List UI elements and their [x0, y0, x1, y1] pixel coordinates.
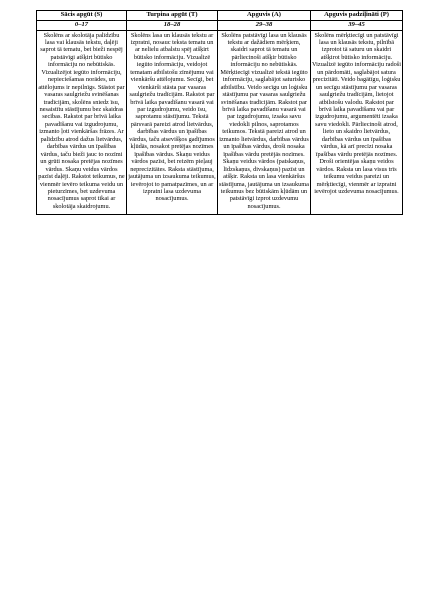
level-description: Skolēns lasa un klausās tekstu ar izpratni, nosauc teksta tematu un ar nelielu atbalstu spēj atšķirt būtisko informāciju. Vizualizē iegūto informāciju, veidojot tematam atbilstošu zīmējumu vai vienkāršu attēlojumu. Secīgi, bet vienkārši stāsta par vasaras saulgriežu tradīcijām. Rakstot par brīvā laika pavadīšanu vasarā vai par izgudrojumu, veido īsu, saprotamu stāstījumu. Tekstā pārsvarā pareizi atrod lietvārdus, darbības vārdus un īpašības vārdus, taču atsevišķos gadījumos kļūdās, nosakot pretējas nozīmes īpašības vārdus. Skaņu veidus vārdos pazīst, bet reizēm pieļauj neprecizitātes. Raksta stāstījuma, jautājuma un izsaukuma teikumus, ievērojot to pamatpazīmes, un ar izpratni lasa uzdevuma nosacījumus. [127, 31, 218, 215]
column-header: Sācis apgūt (S) [37, 11, 127, 21]
column-header: Apguvis padziļināti (P) [311, 11, 403, 21]
score-range: 29–38 [218, 21, 311, 31]
header-row [37, 11, 403, 21]
score-range-row [37, 21, 403, 31]
level-description: Skolēns ar skolotāja palīdzību lasa vai klausās tekstu, daļēji saprot tā tematu, bet bieži nespēj patstāvīgi atšķirt būtisko informāciju no nebūtiskās. Vizualizējot iegūto informāciju, nepieciešamas norādes, un attēlojums ir nepilnīgs. Stāstot par vasaras saulgriežu svinēšanas tradīcijām, skolēns sniedz īsu, nesaistītu stāstījumu bez skaidras secības. Rakstot par brīvā laika pavadīšanu vai izgudrojumu, izmanto ļoti vienkāršas frāzes. Ar palīdzību atrod dažus lietvārdus, darbības vārdus un īpašības vārdus, taču bieži jauc to nozīmi un grūti nosaka pretējas nozīmes vārdus. Skaņu veidus vārdos pazīst daļēji. Rakstot teikumus, ne vienmēr ievēro teikuma veidu un pieturzīmes, bet uzdevuma nosacījumus saprot tikai ar skolotāja skaidrojumu. [37, 31, 127, 215]
column-header: Turpina apgūt (T) [127, 11, 218, 21]
column-header: Apguvis (A) [218, 11, 311, 21]
level-description: Skolēns patstāvīgi lasa un klausās tekstu ar dažādiem mērķiem, skaidri saprot tā tematu un pārliecinoši atšķir būtisko informāciju no nebūtiskās. Mērķtiecīgi vizualizē tekstā iegūto informāciju, saglabājot saturisko atbilstību. Veido secīgu un loģisku stāstījumu par vasaras saulgriežu svinēšanas tradīcijām. Rakstot par brīvā laika pavadīšanu vasarā vai par izgudrojumu, izsaka savu viedokli pilnos, saprotamos teikumos. Tekstā pareizi atrod un izmanto lietvārdus, darbības vārdus un īpašības vārdus, droši nosaka īpašības vārdu pretējās nozīmes. Skaņu veidus vārdos (patskaņus, līdzskaņus, divskaņus) pazīst un atšķir. Raksta un lasa vienkāršus stāstījuma, jautājuma un izsaukuma teikumus bez būtiskām kļūdām un patstāvīgi izprot uzdevumu nosacījumus. [218, 31, 311, 215]
description-row [37, 31, 403, 215]
score-range: 0–17 [37, 21, 127, 31]
score-range: 18–28 [127, 21, 218, 31]
score-range: 39–45 [311, 21, 403, 31]
rubric-table [36, 10, 403, 215]
level-description: Skolēns mērķtiecīgi un patstāvīgi lasa un klausās tekstu, pilnībā izprotot tā saturu un skaidri atšķirot būtisko informāciju. Vizualizē iegūto informāciju radoši un pārdomāti, saglabājot satura precizitāti. Veido bagātīgu, loģisku un secīgu stāstījumu par vasaras saulgriežu tradīcijām, lietojot atbilstošu valodu. Rakstot par brīvā laika pavadīšanu vai par izgudrojumu, argumentēti izsaka savu viedokli. Pārliecinoši atrod, lieto un skaidro lietvārdus, darbības vārdus un īpašības vārdus, kā arī precīzi nosaka īpašības vārdu pretējās nozīmes. Droši orientējas skaņu veidos vārdos. Raksta un lasa visus trīs teikumu veidus pareizi un mērķtiecīgi, vienmēr ar izpratni ievērojot uzdevuma nosacījumus. [311, 31, 403, 215]
